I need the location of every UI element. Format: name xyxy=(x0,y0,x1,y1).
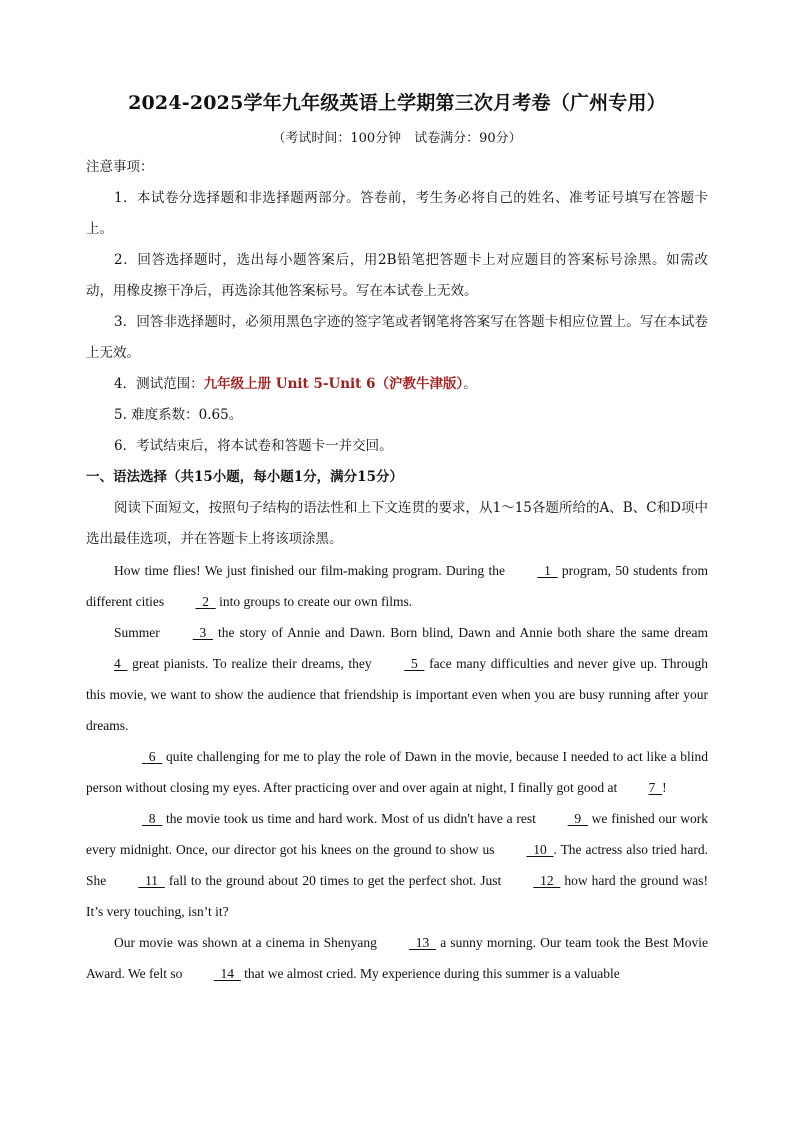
answer-blank-5: 5 xyxy=(404,656,425,671)
answer-blank-4: 4 xyxy=(114,656,128,671)
passage-text: how hard the ground was! It’s very touching, isn’t it? xyxy=(86,873,709,919)
passage-text: the movie took us time and hard work. Most of us didn't have a rest xyxy=(162,811,540,826)
passage-text: that we almost cried. My experience during this summer is a valuable xyxy=(240,966,620,981)
note-item-5: 5. 难度系数：0.65。 xyxy=(114,407,243,423)
note-item-1: 1．本试卷分选择题和非选择题两部分。答卷前，考生务必将自己的姓名、准考证号填写在答题卡上。 xyxy=(86,190,708,237)
passage-text: fall to the ground about 20 times to get the perfect shot. Just xyxy=(164,873,506,888)
answer-blank-12: 12 xyxy=(533,873,561,888)
section-heading: 一、语法选择（共15小题，每小题1分，满分15分） xyxy=(86,469,403,485)
exam-body xyxy=(86,152,708,989)
passage-text: Summer xyxy=(114,625,165,640)
answer-blank-7: 7 xyxy=(648,780,663,795)
note-item-2: 2．回答选择题时，选出每小题答案后，用2B铅笔把答题卡上对应题目的答案标号涂黑。如需改动，用橡皮擦干净后，再选涂其他答案标号。写在本试卷上无效。 xyxy=(86,252,708,299)
answer-blank-6: 6 xyxy=(142,749,163,764)
passage-paragraph-3 xyxy=(86,741,708,803)
answer-blank-3: 3 xyxy=(192,625,214,640)
passage-paragraph-5 xyxy=(86,927,708,989)
answer-blank-14: 14 xyxy=(213,966,241,981)
passage-paragraph-2 xyxy=(86,617,708,741)
passage-text: face many difficulties and never give up. Through this movie, we want to show the audience that friendship is important even when you are busy running after your dreams. xyxy=(86,656,708,733)
answer-blank-8: 8 xyxy=(142,811,163,826)
passage-text: into groups to create our own films. xyxy=(215,594,413,609)
passage-text: . The actress also tried hard. She xyxy=(86,842,708,888)
passage-text: we finished our work every midnight. Once, our director got his knees on the ground to show us xyxy=(86,811,708,857)
passage-text: great pianists. To realize their dreams, they xyxy=(127,656,377,671)
note-item-6: 6．考试结束后，将本试卷和答题卡一并交回。 xyxy=(114,438,393,454)
answer-blank-9: 9 xyxy=(567,811,588,826)
answer-blank-2: 2 xyxy=(195,594,216,609)
section-instruction: 阅读下面短文，按照句子结构的语法性和上下文连贯的要求，从1～15各题所给的A、B、C和D项中选出最佳选项，并在答题卡上将该项涂黑。 xyxy=(86,500,708,547)
page-title: 2024-2025学年九年级英语上学期第三次月考卷（广州专用） xyxy=(128,92,666,114)
answer-blank-10: 10 xyxy=(526,842,554,857)
passage-text: Our movie was shown at a cinema in Shenyang xyxy=(114,935,382,950)
passage-text: a sunny morning. Our team took the Best Movie Award. We felt so xyxy=(86,935,708,981)
passage-text: How time flies! We just finished our film-making program. During the xyxy=(114,563,510,578)
test-range: 九年级上册 Unit 5-Unit 6（沪教牛津版） xyxy=(203,376,464,392)
note-item-4 xyxy=(86,369,708,400)
exam-subtitle: （考试时间：100分钟 试卷满分：90分） xyxy=(272,131,522,146)
passage-text: the story of Annie and Dawn. Born blind, Dawn and Annie both share the same dream xyxy=(213,625,708,640)
passage-text: quite challenging for me to play the role of Dawn in the movie, because I needed to act like a blind person without closing my eyes. After practicing over and over again at night, I finally got good at xyxy=(86,749,708,795)
passage-text: ! xyxy=(662,780,667,795)
notes-heading: 注意事项： xyxy=(86,159,154,175)
answer-blank-11: 11 xyxy=(138,873,165,888)
answer-blank-13: 13 xyxy=(409,935,437,950)
note-item-4-suffix: 。 xyxy=(463,376,477,392)
passage-paragraph-1 xyxy=(86,555,708,617)
answer-blank-1: 1 xyxy=(537,563,558,578)
note-item-3: 3．回答非选择题时，必须用黑色字迹的签字笔或者钢笔将答案写在答题卡相应位置上。写在本试卷上无效。 xyxy=(86,314,708,361)
passage-text: program, 50 students from different cities xyxy=(86,563,708,609)
note-item-4-prefix: 4．测试范围： xyxy=(114,376,204,392)
passage-paragraph-4 xyxy=(86,803,708,927)
